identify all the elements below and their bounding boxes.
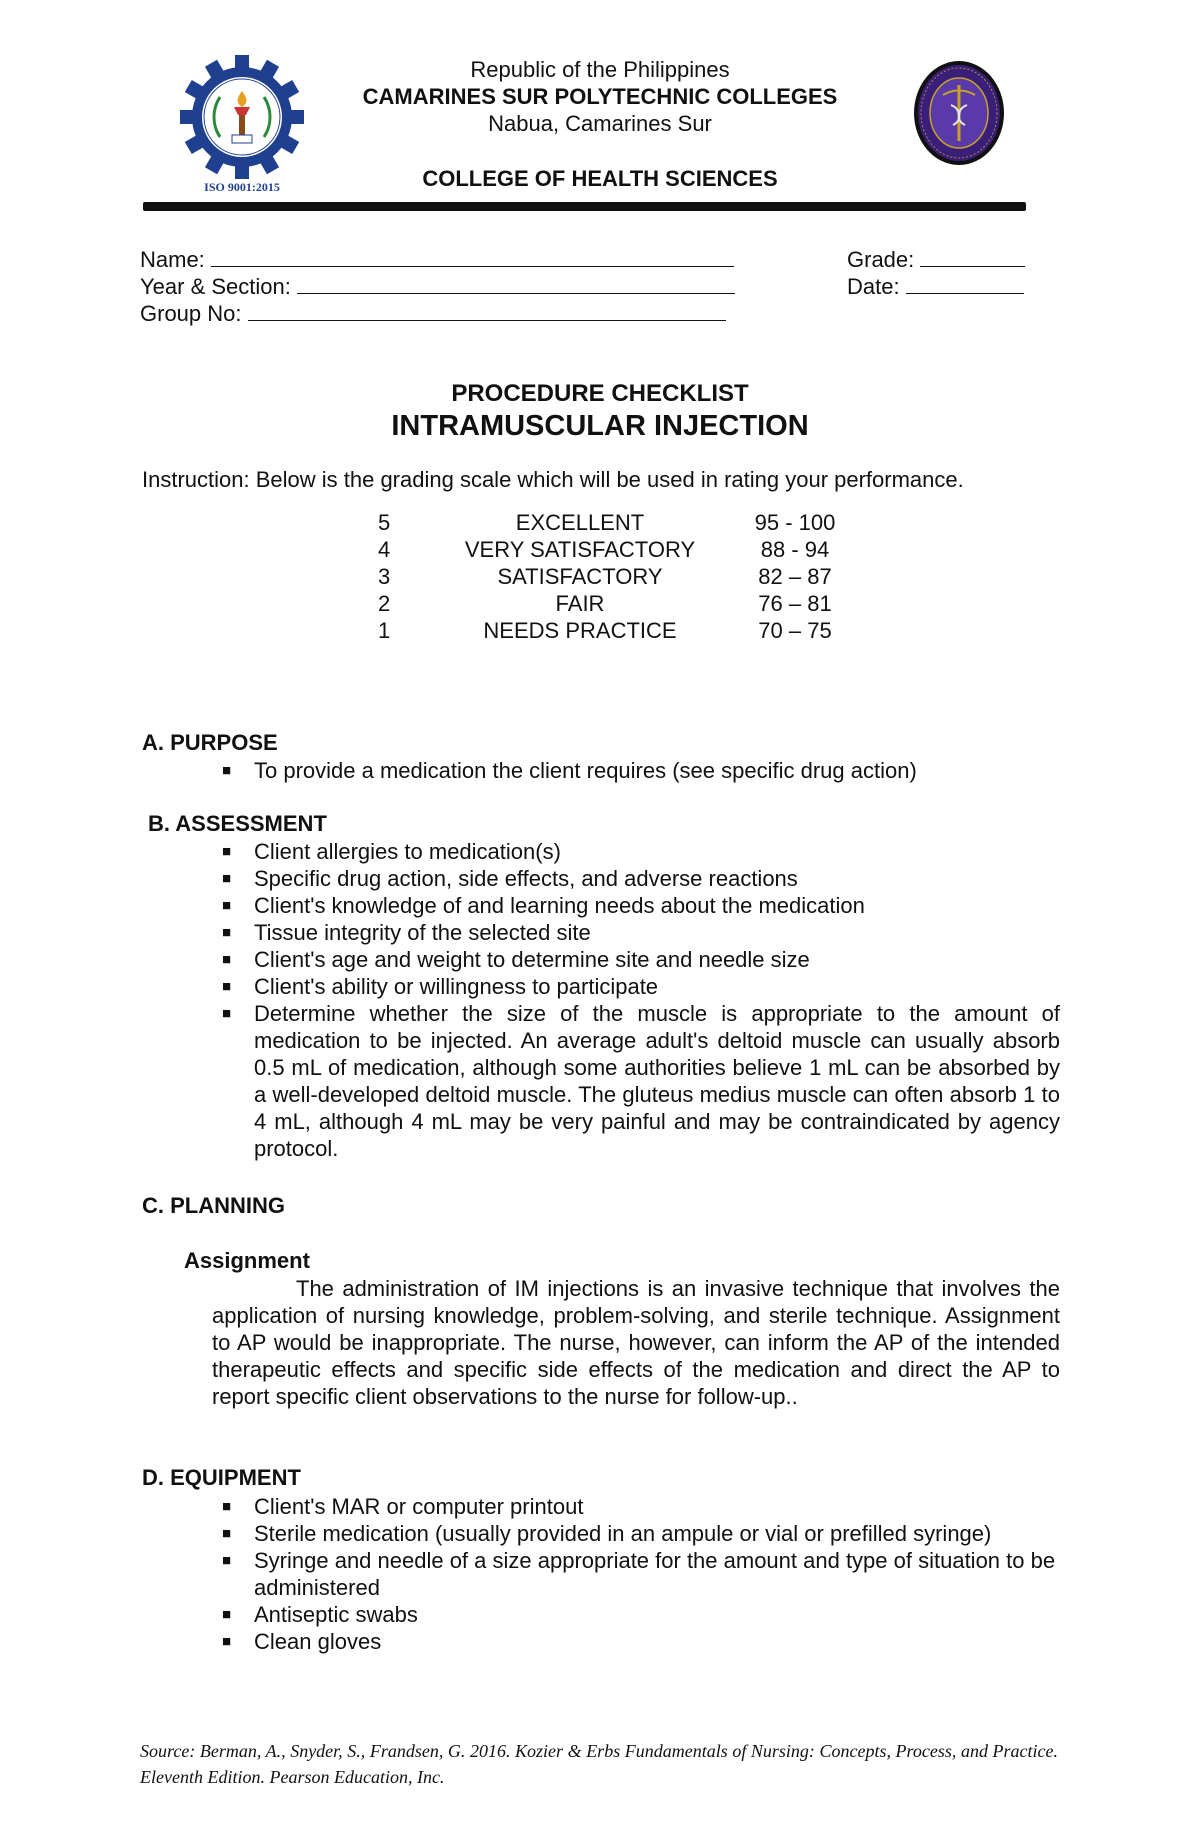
grading-scale (0, 510, 1200, 650)
list-item: ■ Client's MAR or computer printout (222, 1494, 584, 1519)
scale-score: 1 (378, 618, 391, 643)
list-item: ■ Client's age and weight to determine site and needle size (222, 947, 810, 972)
equipment-heading: D. EQUIPMENT (142, 1465, 301, 1490)
header-rule (143, 202, 1026, 211)
scale-range: 70 – 75 (758, 618, 832, 643)
list-item: ■ Client allergies to medication(s) (222, 839, 561, 864)
source-citation: Source: Berman, A., Snyder, S., Frandsen, G. 2016. Kozier & Erbs Fundamentals of Nursing: Concepts, Process, and Practice. Eleventh Edition. Pearson Education, Inc. (140, 1741, 1058, 1787)
scale-score: 2 (378, 591, 391, 616)
scale-label: FAIR (555, 591, 605, 616)
planning-heading: C. PLANNING (142, 1193, 285, 1218)
list-item: ■ Client's knowledge of and learning needs about the medication (222, 893, 865, 918)
date-blank (906, 273, 1024, 294)
scale-range: 88 - 94 (760, 537, 830, 562)
group-blank (248, 300, 726, 321)
year-section-label: Year & Section: (140, 274, 291, 299)
name-blank (211, 246, 734, 267)
scale-score: 4 (378, 537, 391, 562)
purpose-heading: A. PURPOSE (142, 730, 278, 755)
school-location: Nabua, Camarines Sur (488, 111, 712, 136)
assignment-paragraph: The administration of IM injections is an invasive technique that involves the application of nursing knowledge, problem-solving, and sterile technique. Assignment to AP would be inappropriate. The nurse, however, can inform the AP of the intended therapeutic effects and specific side effects of the medication and direct the AP to report specific client observations to the nurse for follow-up.. (212, 1276, 1060, 1409)
equipment-list (222, 1493, 1060, 1655)
assessment-list (222, 838, 1060, 1162)
college-seal (913, 57, 1005, 169)
scale-score: 5 (378, 510, 391, 535)
purpose-list (222, 757, 1062, 784)
grade-label: Grade: (847, 247, 915, 272)
name-label: Name: (140, 247, 205, 272)
scale-label: EXCELLENT (515, 510, 645, 535)
list-item: ■ Tissue integrity of the selected site (222, 920, 591, 945)
checklist-title: PROCEDURE CHECKLIST (451, 380, 749, 407)
scale-label: VERY SATISFACTORY (464, 537, 696, 562)
scale-range: 82 – 87 (758, 564, 832, 589)
name-field (140, 246, 734, 273)
grade-blank (920, 246, 1025, 267)
year-section-blank (297, 273, 735, 294)
list-item: ■ Client's ability or willingness to participate (222, 974, 659, 999)
date-label: Date: (847, 274, 900, 299)
date-field (847, 273, 1024, 300)
list-item: ■ Specific drug action, side effects, and adverse reactions (222, 866, 798, 891)
grade-field (847, 246, 1025, 273)
group-label: Group No: (140, 301, 242, 326)
assignment-subheading: Assignment (184, 1248, 310, 1273)
republic-line: Republic of the Philippines (470, 57, 730, 82)
procedure-title: INTRAMUSCULAR INJECTION (391, 410, 809, 442)
list-item: ■ To provide a medication the client requires (see specific drug action) (222, 758, 917, 783)
list-item: ■ Syringe and needle of a size appropriate for the amount and type of situation to be administered (222, 1548, 1056, 1600)
list-item: ■ Antiseptic swabs (222, 1602, 418, 1627)
scale-range: 95 - 100 (754, 510, 836, 535)
iso-label: ISO 9001:2015 (204, 180, 280, 194)
group-field (140, 300, 726, 327)
scale-label: NEEDS PRACTICE (483, 618, 677, 643)
scale-score: 3 (378, 564, 391, 589)
scale-range: 76 – 81 (758, 591, 832, 616)
scale-label: SATISFACTORY (497, 564, 663, 589)
instruction: Instruction: Below is the grading scale which will be used in rating your performance. (142, 467, 964, 492)
list-item: ■ Determine whether the size of the muscle is appropriate to the amount of medication to be injected. An average adult's deltoid muscle can usually absorb 0.5 mL of medication, although some authorities believe 1 mL can be absorbed by a well-developed deltoid muscle. The gluteus medius muscle can often absorb 1 to 4 mL, although 4 mL may be very painful and may be contraindicated by agency protocol. (222, 1001, 1060, 1161)
school-name: CAMARINES SUR POLYTECHNIC COLLEGES (362, 84, 838, 109)
list-item: ■ Clean gloves (222, 1629, 382, 1654)
school-logo (180, 55, 305, 195)
list-item: ■ Sterile medication (usually provided in an ampule or vial or prefilled syringe) (222, 1521, 992, 1546)
year-section-field (140, 273, 735, 300)
assessment-heading: B. ASSESSMENT (148, 811, 327, 836)
college-name: COLLEGE OF HEALTH SCIENCES (422, 166, 778, 191)
